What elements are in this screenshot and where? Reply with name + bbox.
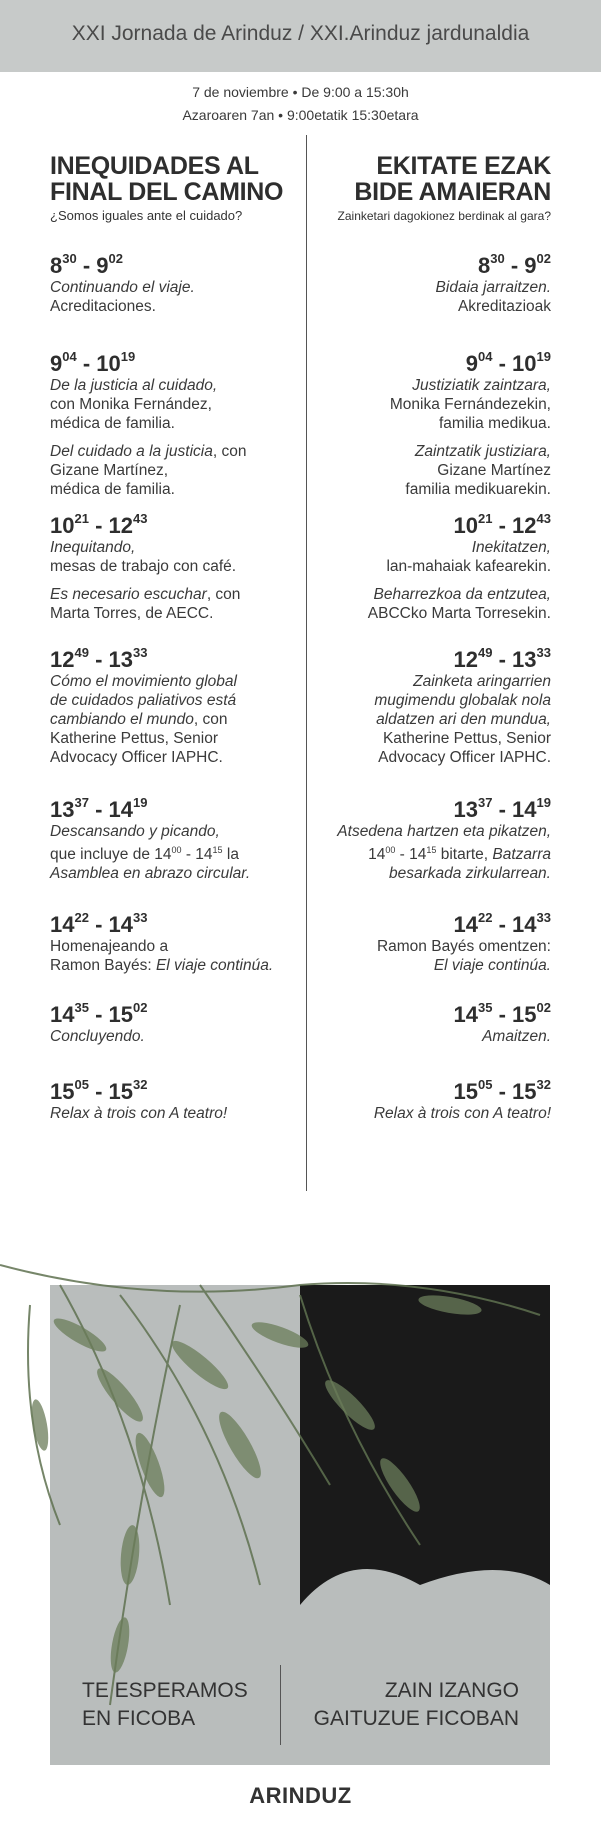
invite-spanish [82, 1677, 248, 1733]
session-text: Amaitzen. [482, 1028, 551, 1045]
session-text: Bidaia jarraitzen. [435, 279, 551, 296]
session-text: Asamblea en abrazo circular. [50, 865, 251, 883]
session-text: besarkada zirkularrean. [389, 865, 551, 883]
session-6 [306, 909, 551, 975]
session-1 [306, 250, 551, 316]
session-4 [306, 644, 551, 767]
session-text: Concluyendo. [50, 1028, 145, 1045]
session-time: $10^{21} - 12^{43}$ [50, 510, 148, 538]
session-text: aldatzen ari den mundua, [376, 711, 551, 728]
session-text: Continuando el viaje. [50, 279, 195, 296]
session-1 [50, 250, 295, 316]
session-time: $9^{04} - 10^{19}$ [50, 348, 136, 376]
invite-line: EN FICOBA [82, 1707, 196, 1730]
session-text: Acreditaciones. [50, 298, 156, 315]
session-time: $10^{21} - 12^{43}$ [453, 510, 551, 538]
session-text: Inekitatzen, [471, 539, 551, 556]
session-time: $14^{22} - 14^{33}$ [453, 909, 551, 937]
subhead-spanish: ¿Somos iguales ante el cuidado? [50, 208, 243, 223]
invite-line: ZAIN IZANGO [384, 1679, 519, 1702]
arinduz-logo: ARINDUZ [249, 1783, 352, 1808]
session-7 [50, 999, 295, 1046]
session-time: $8^{30} - 9^{02}$ [478, 250, 551, 278]
session-text: Advocacy Officer IAPHC. [50, 749, 223, 766]
session-text: Homenajeando a [50, 938, 169, 955]
session-8 [50, 1076, 295, 1123]
session-2 [306, 348, 551, 499]
invite-divider [280, 1665, 281, 1745]
session-text: mesas de trabajo con café. [50, 558, 237, 575]
session-text: cambiando el mundo, con [50, 711, 228, 728]
session-6 [50, 909, 295, 975]
subhead-basque: Zainketari dagokionez berdinak al gara? [337, 209, 551, 223]
session-text: médica de familia. [50, 481, 175, 498]
session-text: ABCCko Marta Torresekin. [367, 605, 551, 622]
header-banner [0, 0, 601, 72]
session-text: Beharrezkoa da entzutea, [373, 586, 551, 603]
session-text: $14^{00} - 14^{15}$ bitarte, Batzarra [368, 845, 551, 864]
invite-line: GAITUZUE FICOBAN [313, 1707, 519, 1730]
session-text: Descansando y picando, [50, 823, 220, 840]
session-text: que incluye de $14^{00} - 14^{15}$ la [50, 845, 239, 864]
session-text: de cuidados paliativos está [50, 692, 237, 709]
session-text: Justiziatik zaintzara, [412, 377, 551, 394]
session-text: Gizane Martínez [437, 462, 551, 479]
session-text: Ramon Bayés omentzen: [376, 938, 551, 955]
session-text: Atsedena hartzen eta pikatzen, [337, 823, 551, 840]
headline-spanish: INEQUIDADES AL FINAL DEL CAMINO [50, 152, 284, 206]
event-title: XXI Jornada de Arinduz / XXI.Arinduz jardunaldia [71, 22, 530, 45]
program-basque [306, 152, 551, 1122]
session-text: Inequitando, [50, 539, 136, 556]
session-text: El viaje continúa. [433, 957, 551, 974]
session-2 [50, 348, 295, 499]
session-text: Relax à trois con A teatro! [50, 1105, 228, 1122]
session-5 [306, 794, 551, 883]
session-text: Zaintzatik justiziara, [414, 443, 551, 460]
program-spanish [50, 152, 295, 1122]
headline-basque: EKITATE EZAK BIDE AMAIERAN [354, 152, 551, 206]
session-text: Ramon Bayés: El viaje continúa. [50, 957, 274, 974]
invite-line: TE ESPERAMOS [82, 1679, 248, 1702]
session-text: Relax à trois con A teatro! [373, 1105, 551, 1122]
session-text: Katherine Pettus, Senior [382, 730, 551, 747]
session-text: Katherine Pettus, Senior [50, 730, 219, 747]
session-text: médica de familia. [50, 415, 175, 432]
session-8 [306, 1076, 551, 1123]
session-text: mugimendu globalak nola [374, 692, 551, 709]
session-time: $15^{05} - 15^{32}$ [453, 1076, 551, 1104]
session-text: Monika Fernándezekin, [389, 396, 551, 413]
session-time: $13^{37} - 14^{19}$ [453, 794, 551, 822]
session-text: Akreditazioak [457, 298, 551, 315]
session-text: Gizane Martínez, [50, 462, 169, 479]
session-text: familia medikua. [439, 415, 551, 432]
session-text: Es necesario escuchar, con [50, 586, 241, 603]
session-text: Marta Torres, de AECC. [50, 605, 214, 622]
session-text: con Monika Fernández, [50, 396, 212, 413]
session-time: $8^{30} - 9^{02}$ [50, 250, 123, 278]
session-time: $14^{35} - 15^{02}$ [50, 999, 148, 1027]
session-text: lan-mahaiak kafearekin. [386, 558, 551, 575]
session-text: De la justicia al cuidado, [50, 377, 218, 394]
date-basque: Azaroaren 7an • 9:00etatik 15:30etara [182, 107, 419, 123]
session-time: $12^{49} - 13^{33}$ [50, 644, 148, 672]
session-time: $14^{35} - 15^{02}$ [453, 999, 551, 1027]
session-3 [50, 510, 295, 623]
session-time: $14^{22} - 14^{33}$ [50, 909, 148, 937]
session-text: Cómo el movimiento global [50, 673, 237, 690]
session-time: $12^{49} - 13^{33}$ [453, 644, 551, 672]
date-spanish: 7 de noviembre • De 9:00 a 15:30h [192, 84, 409, 100]
session-3 [306, 510, 551, 623]
session-4 [50, 644, 295, 767]
session-text: Del cuidado a la justicia, con [50, 443, 247, 460]
session-text: familia medikuarekin. [405, 481, 551, 498]
invite-basque [314, 1677, 519, 1733]
session-time: $9^{04} - 10^{19}$ [465, 348, 551, 376]
session-text: Zainketa aringarrien [413, 673, 551, 690]
session-5 [50, 794, 295, 883]
session-time: $13^{37} - 14^{19}$ [50, 794, 148, 822]
session-text: Advocacy Officer IAPHC. [378, 749, 551, 766]
session-7 [306, 999, 551, 1046]
session-time: $15^{05} - 15^{32}$ [50, 1076, 148, 1104]
